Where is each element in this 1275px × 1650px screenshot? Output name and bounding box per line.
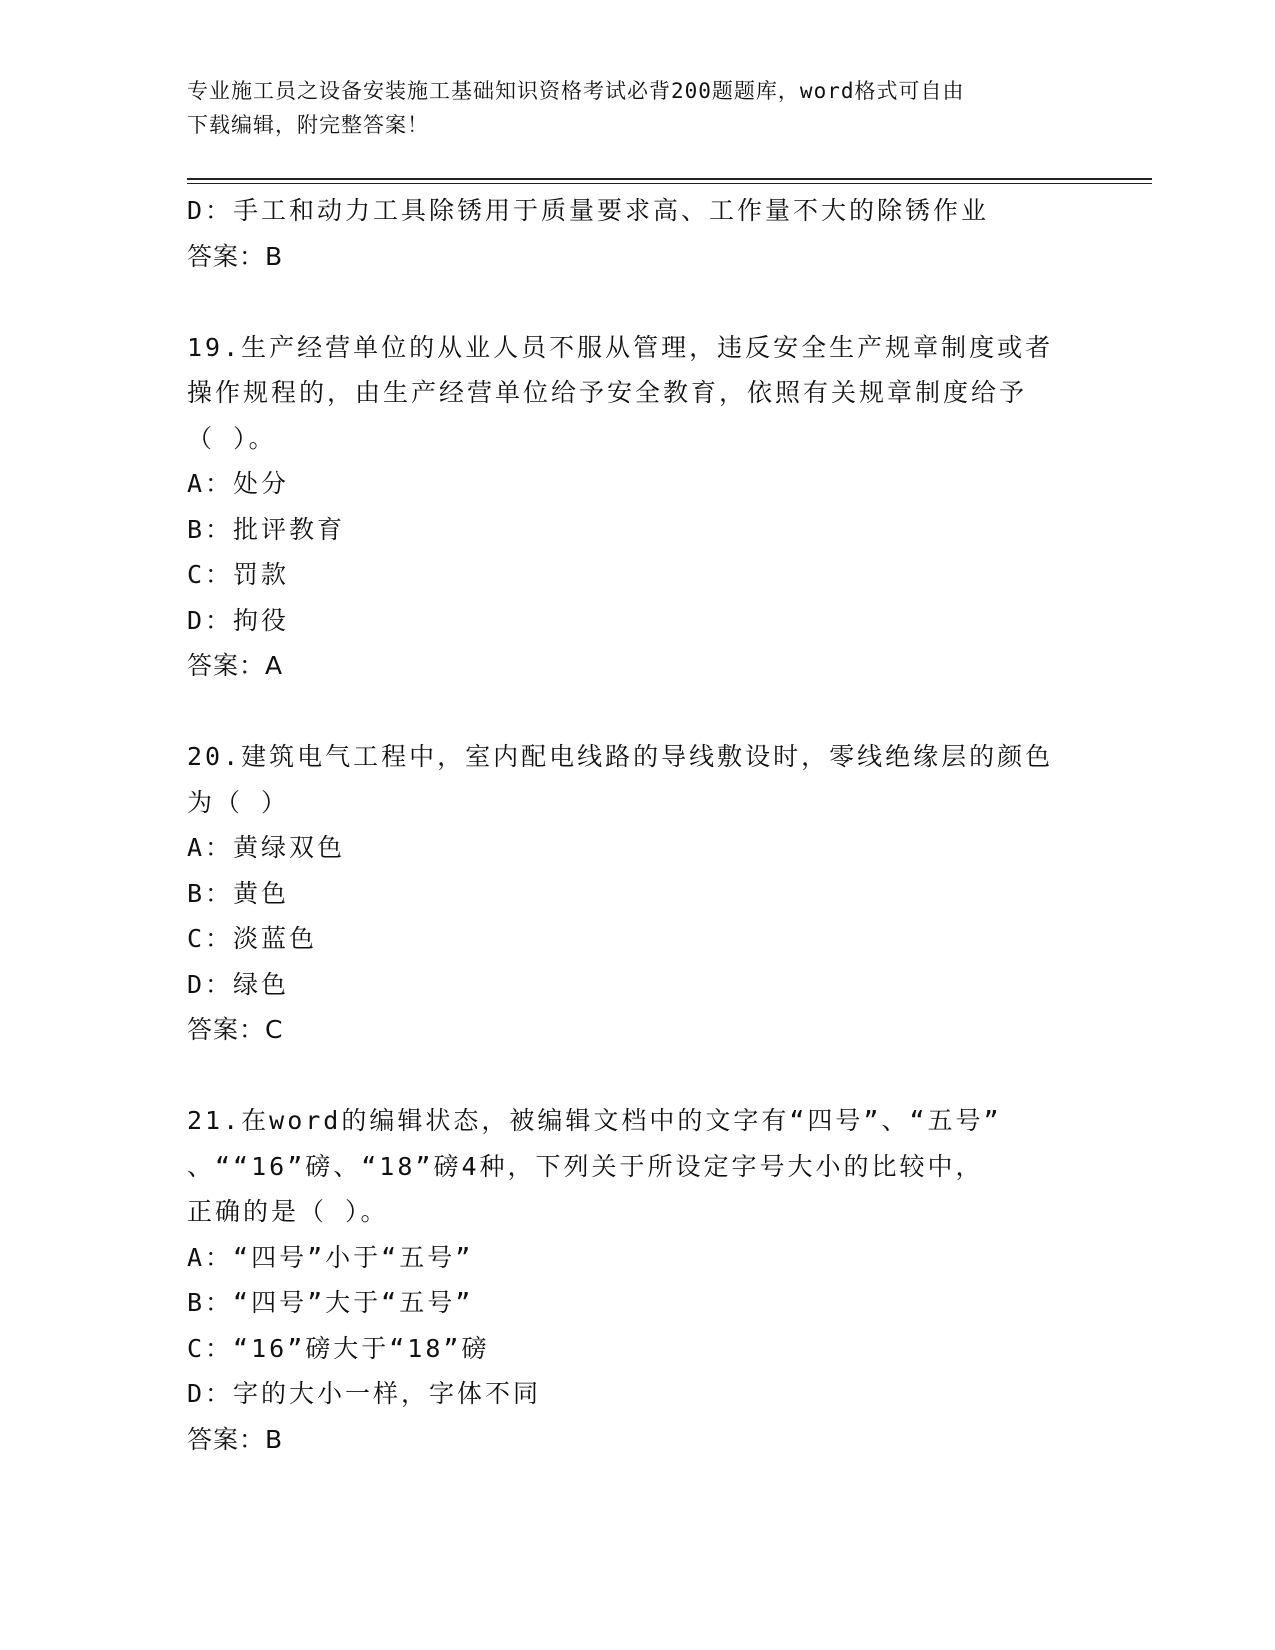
option-c: C：罚款 [187, 560, 290, 589]
header-divider-thick [187, 178, 1152, 180]
question-20 [187, 734, 1087, 1053]
option-d: D：手工和动力工具除锈用于质量要求高、工作量不大的除锈作业 [187, 196, 990, 225]
answer-line: 答案：C [187, 1015, 284, 1044]
header-line-1: 专业施工员之设备安装施工基础知识资格考试必背200题题库，word格式可自由 [187, 79, 965, 103]
question-stem-line: （ ）。 [187, 423, 277, 453]
document-header [187, 74, 1087, 142]
answer-line: 答案：A [187, 651, 284, 680]
option-a: A：黄绿双色 [187, 833, 346, 862]
answer-line: 答案：B [187, 1424, 284, 1454]
option-d: D：拘役 [187, 605, 290, 635]
answer-line: 答案：B [187, 241, 284, 271]
document-body [187, 188, 1087, 1462]
header-divider-thin [187, 183, 1152, 184]
option-b: B：批评教育 [187, 514, 346, 544]
option-d: D：绿色 [187, 969, 290, 999]
question-stem-line: 19.生产经营单位的从业人员不服从管理，违反安全生产规章制度或者 [187, 332, 1054, 362]
question-21 [187, 1098, 1087, 1462]
question-stem-line: 、““16”磅、“18”磅4种，下列关于所设定字号大小的比较中， [187, 1151, 984, 1181]
option-c: C：淡蓝色 [187, 924, 318, 953]
question-stem-line: 20.建筑电气工程中，室内配电线路的导线敷设时，零线绝缘层的颜色 [187, 742, 1054, 771]
question-stem-line: 21.在word的编辑状态，被编辑文档中的文字有“四号”、“五号” [187, 1106, 1002, 1135]
question-stem-line: 正确的是（ ）。 [187, 1197, 389, 1226]
question-stem-line: 为（ ） [187, 787, 290, 817]
spacer [187, 279, 1087, 325]
option-c: C：“16”磅大于“18”磅 [187, 1333, 490, 1363]
question-stem-line: 操作规程的，由生产经营单位给予安全教育，依照有关规章制度给予 [187, 378, 1028, 407]
question-19 [187, 325, 1087, 689]
question-18-tail [187, 188, 1087, 279]
option-d: D：字的大小一样，字体不同 [187, 1379, 542, 1408]
spacer [187, 689, 1087, 735]
option-b: B：“四号”大于“五号” [187, 1288, 474, 1317]
option-a: A：处分 [187, 469, 290, 498]
spacer [187, 1053, 1087, 1099]
header-line-2: 下载编辑，附完整答案！ [187, 113, 429, 137]
option-b: B：黄色 [187, 878, 290, 908]
option-a: A：“四号”小于“五号” [187, 1242, 474, 1272]
